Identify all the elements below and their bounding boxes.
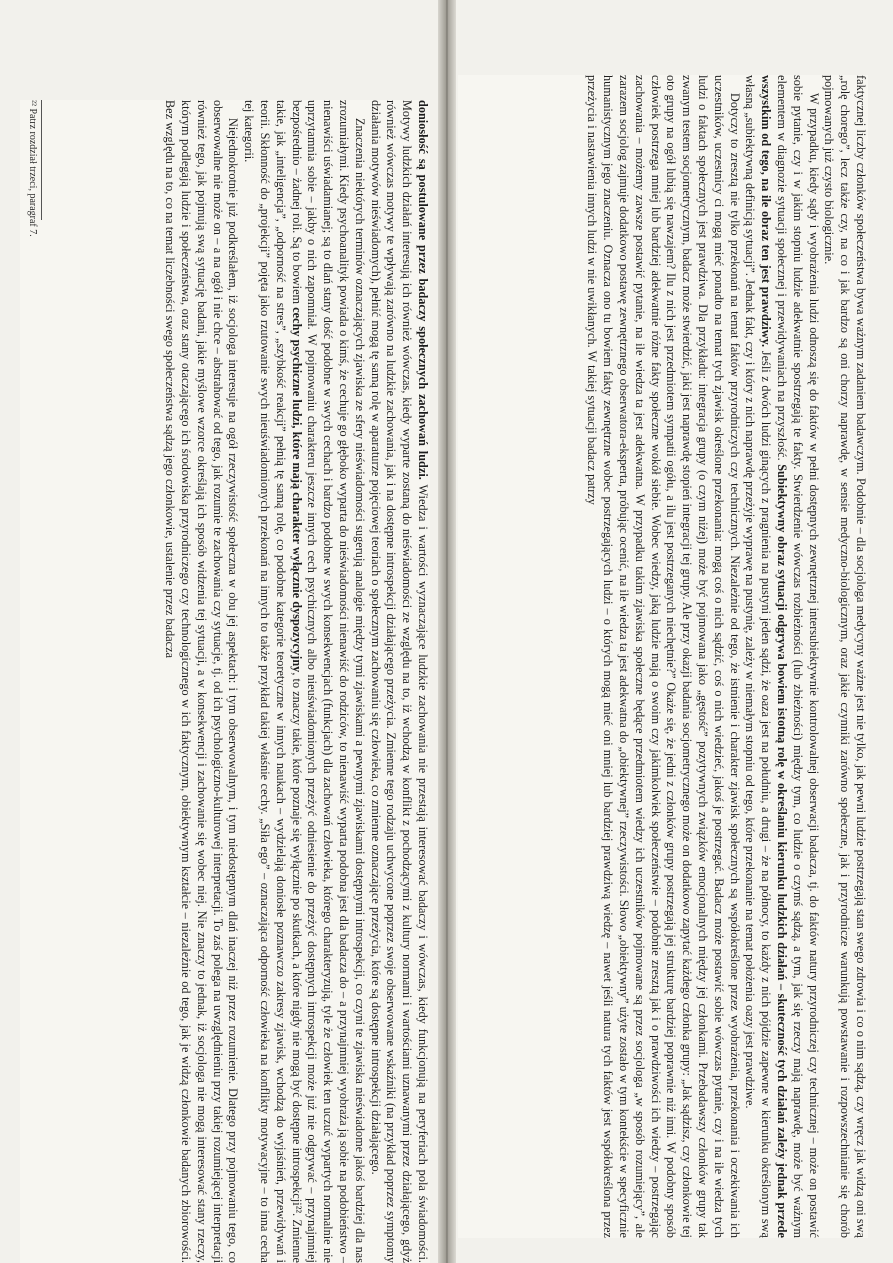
text-run: Znaczenia niektórych terminów oznaczających zjawiska ze sfery nieświadomości sugerują analogie między tymi zjawiskami a pewnymi zjawiskami dostępnymi introspekcji, co czyni te zjawiska nieświadome jakoś bardziej dla nas zrozumiałymi. Kiedy psychoanalityk powiada o kimś, że cechuje go głęboko wyparta do nieświadomości nienawiść do rodziców, to nienawiść wyparta podobna jest dla badacza do – a przynajmniej wyobraża ją sobie na podobieństwo – nienawiści uświadamianej; są to dlań stany dość podobne w swych cechach i bardzo podobne w swych konsekwencjach (funkcjach) dla zachowań człowieka, którego charakteryzują, tyle że człowiek ten uczuć wypartych normalnie nie uprzytamnia sobie – jakby o nich zapomniał. W pojmowaniu charakteru jeszcze innych cech psychicznych albo nieuświadomionych przeżyć odniesienie do przeżyć dostępnych introspekcji może już nie odgrywać – przynajmniej bezpośrednio – żadnej roli. Są to bowiem xyxy=(289,100,367,1263)
footnote-rule xyxy=(41,100,42,220)
text-run: Niejednokrotnie już podkreślałem, iż socjologa interesuje na ogół rzeczywistość społeczna w obu jej aspektach: i tym obserwowalnym, i tym niedostępnym dlań inaczej niż przez rozumienie. Dlatego przy pojmowaniu tego, co obserwowalne nie może on – a na ogół i nie chce – abstrahować od tego, jak rozumie te zachowania czy sytuacje, tj. od ich psychologiczno-kulturowej interpretacji. To zaś polega na uwzględnieniu przy takiej rozumiejącej interpretacji również tego, jak pojmują swą sytuację badani, jakie myślowe wzorce określają ich sposób widzenia tej sytuacji, a w konsekwencji i zachowanie się wobec niej. Nie znaczy to jednak, iż socjologa nie mogą interesować stany rzeczy, którym podlegają ludzie i społeczeństwa, oraz stany otaczającego ich środowiska przyrodniczego czy technologicznego w ich faktycznym, obiektywnym kształcie – niezależnie od tego, jak je widzą członkowie badanych zbiorowości. Bez względu na to, co na temat liczebności swego społeczeństwa sądzą jego członkowie, ustalenie przez badacza xyxy=(163,100,241,1263)
text-run: Wiedza i wartości wyznaczające ludzkie zachowania nie przestają interesować badaczy i wówczas, kiedy funkcjonują na peryferiach pola świadomości. Motywy ludzkich działań interesują ich również wówczas, kiedy wyparte zostaną do nieświadomości ze względu na to, iż wchodzą w konflikt z pochodzącymi z kultury normami i wartościami uznawanymi przez działającego, gdyż również wówczas motywy te wpływają zarówno na ludzkie zachowania, jak i na dostępne introspekcji działającego przeżycia. Zmienne tego rodzaju uchwycone poprzez swoje obserwowane wskaźniki (na przykład poprzez symptomy działania motywów nieświadomych), pełnić mogą tę samą rolę w aparaturze pojęciowej teoriach o społecznym zachowaniu się człowieka, co zmienne oznaczające przeżycia, które są dostępne introspekcji działającego. xyxy=(368,100,430,1263)
right-page xyxy=(458,75,868,1238)
paragraph xyxy=(584,75,742,1238)
text-run: W przypadku, kiedy sądy i wyobrażenia ludzi odnoszą się do faktów w pełni dostępnych zewnętrznej intersubiektywnie kontrolowalnej obserwacji badacza, tj. do faktów natury przyrodniczej czy technicznej – może on postawić sobie pytanie, czy i w jakim stopniu ludzie adekwatnie spostrzegają te fakty. Stwierdzenie wówczas rozbieżności (lub zbieżności) między tym, co ludzie o czymś sądzą, a tym, jak się rzeczy mają naprawdę, może być ważnym elementem w diagnozie sytuacji społecznej i przewidywaniach na przyszłość. xyxy=(775,75,821,1238)
text-run: Dotyczy to zresztą nie tylko przekonań na temat faktów przyrodniczych czy technicznych. Niezależnie od tego, że istnienie i charakter zjawisk społecznych są współokreślone przez wyobrażenia, przekonania i oczekiwania ich uczestników, uczestnicy ci mogą mieć ponadto na temat tych zjawisk określone przekonania: mogą coś o nich sądzić, coś o nich wiedzieć, jakoś je postrzegać. Badacz może postawić sobie wówczas pytanie, czy i na ile wiedza tych ludzi o faktach społecznych jest prawdziwa. Dla przykładu: integracja grupy (o czym niżej) może być pojmowana jako „gęstość” pozytywnych związków emocjonalnych między jej członkami. Przebadawszy członków grupy tak zwanym testem socjometrycznym, badacz może stwierdzić, jaki jest naprawdę stopień integracji tej grupy. Ale przy okazji badania socjometrycznego może on dodatkowo zapytać każdego członka grupy: „Jak sądzisz, czy członkowie tej oto grupy na ogół lubią się nawzajem? Ilu z nich jest przedmiotem sympatii ogółu, a ilu jest postrzeganych niechętnie?” Okaże się, że jedni z członków grupy postrzegają jej strukturę bardziej poprawnie niż inni. W podobny sposób człowiek postrzega mniej lub bardziej adekwatnie różne fakty społeczne wokół siebie. Wobec wiedzy, jaką ludzie mają o swoim czy jakimkolwiek społeczeństwie – podobnie zresztą jak i o prawdziwości ich wiedzy – postrzegając zachowania – możemy zawsze postawić pytanie, na ile wiedza ta jest adekwatna. W przypadku takim zjawiska społeczne będące przedmiotem wiedzy ich uczestników pojmowane są przez socjologa „w sposób rozumiejący”, ale zarazem socjolog zajmuje dodatkowo postawę zewnętrznego obserwatora-eksperta, próbując ocenić, na ile wiedza ta jest adekwatna do „obiektywnej” rzeczywistości. Słowo „obiektywny” użyte zostało w tym kontekście w specyficznie humanistycznym jego znaczeniu. Oznacza ono tu bowiem fakty zewnętrzne wobec postrzegających ludzi – o których mogą mieć oni mniej lub bardziej prawdziwą wiedzę – nawet jeśli natura tych faktów jest współokreślona przez przeżycia i nastawienia innych ludzi w nie uwikłanych. W takiej sytuacji badacz patrzy xyxy=(585,75,742,1238)
paragraph xyxy=(367,100,430,1263)
bold-run: doniosłość są postulowane przez badaczy społecznych zachowań ludzi. xyxy=(416,100,430,480)
paragraph xyxy=(240,100,366,1263)
book-gutter xyxy=(438,0,456,1263)
bold-run: Subiektywny obraz sytuacji odgrywa bowiem istotną rolę w określaniu kierunku ludzkich działań – skuteczność tych działań zależy jednak przede wszystkim od tego, na ile obraz ten jest prawdziwy. xyxy=(759,75,790,1239)
left-page-text xyxy=(20,100,430,1263)
footnote: ²² Patrz rozdział trzeci, paragraf 7. xyxy=(27,100,38,237)
paragraph xyxy=(821,75,868,1238)
right-page-text xyxy=(458,75,868,1238)
text-run: faktycznej liczby członków społeczeństwa bywa ważnym zadaniem badawczym. Podobnie – dla socjologa medycyny ważne jest nie tylko, jak pewni ludzie postrzegają stan swego zdrowia i co o nim sądzą, czy wręcz jak widzą oni swą „rolę chorego”, lecz także czy, na co i jak bardzo są oni chorzy naprawdę, w sensie medyczno-biologicznym, oraz jakie czynniki zarówno społeczne, jak i przyrodnicze warunkują powstawanie i rozpowszechnianie się chorób pojmowanych już czysto biologicznie. xyxy=(822,75,868,1238)
text-run: , to znaczy takie, które poznaje się wyłącznie po skutkach, a które nigdy nie mogą być dostępne introspekcji²². Zmienne takie, jak „inteligencja”, „odporność na stres”, „szybkość reakcji” pełnią tę samą rolę, co podobne kategorie teoretyczne w innych naukach – wydzielają doniosłe poznawczo zakresy zjawisk, wchodzą do wyjaśnień, przewidywań i teorii. Skłonność do „projekcji” pojęta jako rzutowanie swych nieuświadomionych przekonań na innych to także przykład takiej właśnie cechy. „Siła ego” – oznaczająca odporność człowieka na konflikty motywacyjne – to inna cecha tej kategorii. xyxy=(242,100,304,1263)
paragraph xyxy=(161,100,240,1263)
bold-run: cechy psychiczne ludzi, które mają charakter wyłącznie dyspozycyjny xyxy=(289,307,304,673)
paragraph xyxy=(742,75,821,1238)
text-run: Jeśli z dwóch ludzi ginących z pragnienia na pustyni jeden sądzi, że oaza jest na południu, a drugi – że na północy, to każdy z nich pójdzie zapewne w kierunku określonym swą własną „subiektywną definicją sytuacji”. Jednak fakt, czy i który z nich naprawdę przeżyje wyprawę na pustynię, zależy w niemałym stopniu od tego, które przekonanie na temat położenia oazy jest prawdziwe. xyxy=(743,75,774,1238)
left-page xyxy=(20,100,430,1263)
